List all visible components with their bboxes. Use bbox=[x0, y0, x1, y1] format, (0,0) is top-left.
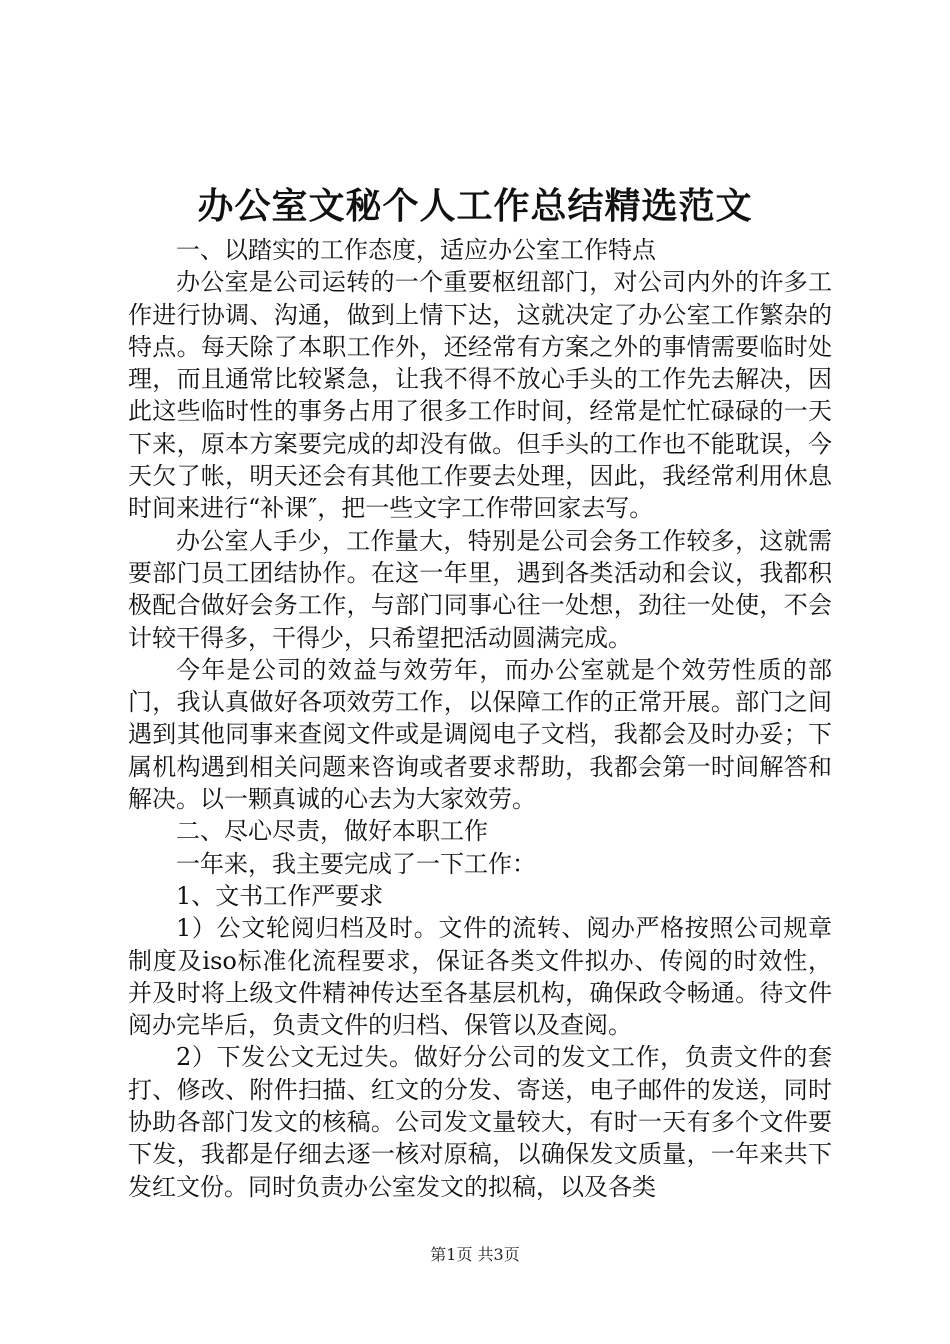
body-paragraph: 办公室人手少，工作量大，特别是公司会务工作较多，这就需要部门员工团结协作。在这一年里，遇到各类活动和会议，我都积极配合做好会务工作，与部门同事心往一处想，劲往一处使，不会计较干得多，干得少，只希望把活动圆满完成。 bbox=[128, 526, 832, 652]
body-paragraph: 办公室是公司运转的一个重要枢纽部门，对公司内外的许多工作进行协调、沟通，做到上情下达，这就决定了办公室工作繁杂的特点。每天除了本职工作外，还经常有方案之外的事情需要临时处理，而且通常比较紧急，让我不得不放心手头的工作先去解决，因此这些临时性的事务占用了很多工作时间，经常是忙忙碌碌的一天下来，原本方案要完成的却没有做。但手头的工作也不能耽误，今天欠了帐，明天还会有其他工作要去处理，因此，我经常利用休息时间来进行“补课″，把一些文字工作带回家去写。 bbox=[128, 268, 832, 523]
document-body bbox=[128, 234, 832, 1203]
section-heading: 一、以踏实的工作态度，适应办公室工作特点 bbox=[176, 236, 656, 264]
body-paragraph: 一年来，我主要完成了一下工作： bbox=[176, 849, 536, 878]
page-number-footer: 第1页 共3页 bbox=[430, 1245, 520, 1264]
section-heading: 二、尽心尽责，做好本职工作 bbox=[176, 817, 488, 846]
body-paragraph: 今年是公司的效益与效劳年，而办公室就是个效劳性质的部门，我认真做好各项效劳工作，以保障工作的正常开展。部门之间遇到其他同事来查阅文件或是调阅电子文档，我都会及时办妥；下属机构遇到相关问题来咨询或者要求帮助，我都会第一时间解答和解决。以一颗真诚的心去为大家效劳。 bbox=[128, 655, 832, 814]
body-paragraph: 2）下发公文无过失。做好分公司的发文工作，负责文件的套打、修改、附件扫描、红文的分发、寄送，电子邮件的发送，同时协助各部门发文的核稿。公司发文量较大，有时一天有多个文件要下发，我都是仔细去逐一核对原稿，以确保发文质量，一年来共下发红文份。同时负责办公室发文的拟稿，以及各类 bbox=[128, 1043, 832, 1201]
subsection-heading: 1、文书工作严要求 bbox=[176, 881, 384, 910]
body-paragraph: 1）公文轮阅归档及时。文件的流转、阅办严格按照公司规章制度及iso标准化流程要求，保证各类文件拟办、传阅的时效性，并及时将上级文件精神传达至各基层机构，确保政令畅通。待文件阅办完毕后，负责文件的归档、保管以及查阅。 bbox=[128, 914, 832, 1040]
document-title: 办公室文秘个人工作总结精选范文 bbox=[197, 185, 753, 227]
